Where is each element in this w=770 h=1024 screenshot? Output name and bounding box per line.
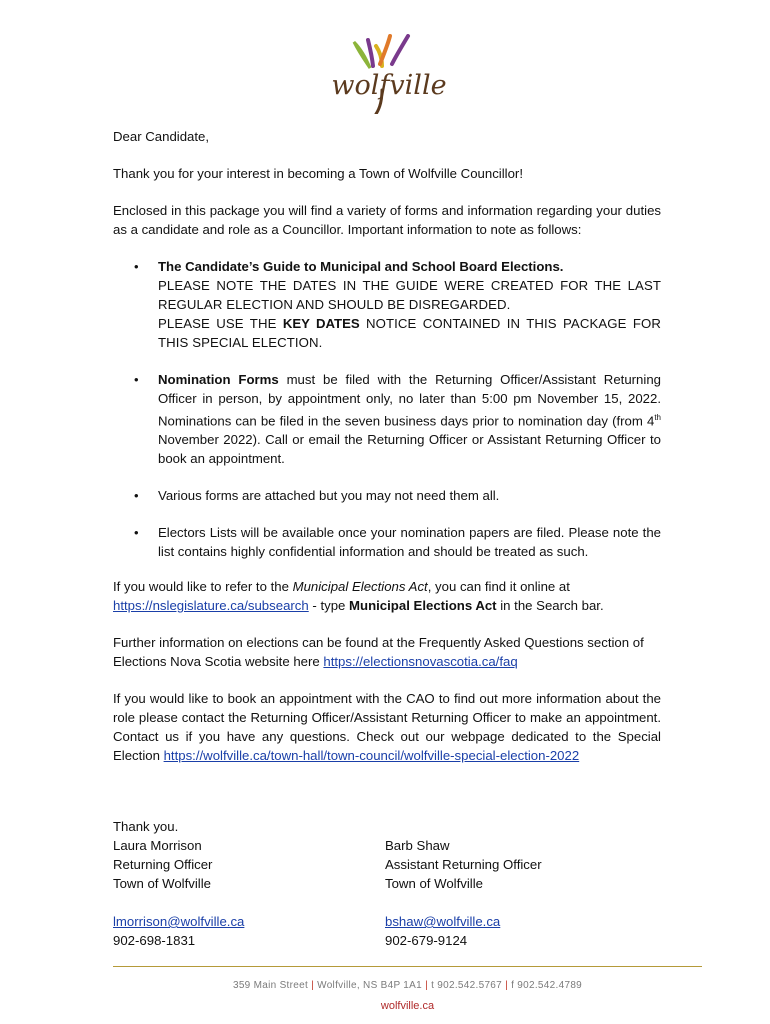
- signer-phone: 902-679-9124: [385, 933, 468, 948]
- footer-website: wolfville.ca: [380, 1000, 435, 1012]
- footer-city: Wolfville, NS B4P 1A1: [317, 980, 423, 991]
- act-type-text: - type: [308, 598, 350, 614]
- nomination-sup: th: [654, 413, 661, 422]
- footer-phone: t 902.542.5767: [431, 980, 503, 991]
- signature-left: [113, 817, 244, 950]
- thank-you: Thank you.: [113, 819, 179, 834]
- list-item-guide: [113, 257, 661, 352]
- footer-divider: [113, 966, 702, 967]
- list-item-nomination: [113, 370, 661, 468]
- further-info-text: Further information on elections can be found at the Frequently Asked Questions section of Elections Nova Scotia website here: [113, 635, 644, 670]
- wolfville-logo: [316, 34, 462, 114]
- signature-right: [385, 817, 542, 950]
- info-list: [113, 257, 661, 561]
- signer-title: Returning Officer: [113, 857, 213, 872]
- guide-note-pre: PLEASE USE THE: [158, 316, 283, 331]
- salutation: Dear Candidate,: [113, 129, 210, 144]
- nomination-text-1: must be filed with the Returning Officer/Assistant Returning Officer in person, by appointment only, no later than 5:00 pm November 15, 2022. Nominations can be filed in the seven business days prior to nomination day (from 4: [158, 372, 661, 429]
- act-text-mid: , you can find it online at: [427, 579, 570, 595]
- key-dates-bold: KEY DATES: [282, 316, 360, 331]
- wolfville-logo-graphic: [316, 34, 462, 114]
- guide-title: The Candidate’s Guide to Municipal and School Board Elections.: [158, 259, 564, 274]
- enclosed-paragraph: Enclosed in this package you will find a variety of forms and information regarding your duties as a candidate and role as a Councillor. Important information to note as follows:: [113, 203, 661, 237]
- signer-title: Assistant Returning Officer: [385, 857, 542, 872]
- signer-phone: 902-698-1831: [113, 933, 196, 948]
- list-item-forms: • Various forms are attached but you may not need them all.: [113, 486, 661, 505]
- signer-email-link[interactable]: bshaw@wolfville.ca: [385, 914, 501, 929]
- signer-org: Town of Wolfville: [113, 876, 211, 891]
- letter-body: [113, 127, 661, 765]
- nomination-text-2: November 2022). Call or email the Returning Officer or Assistant Returning Officer to book an appointment.: [158, 432, 661, 467]
- elections-faq-link[interactable]: https://electionsnovascotia.ca/faq: [323, 654, 518, 670]
- nslegislature-link[interactable]: https://nslegislature.ca/subsearch: [113, 598, 309, 614]
- act-bold: Municipal Elections Act: [349, 598, 497, 614]
- further-info-paragraph: [113, 633, 661, 671]
- footer-street: 359 Main Street: [232, 980, 309, 991]
- signer-name: Laura Morrison: [113, 838, 202, 853]
- act-text-pre: If you would like to refer to the: [113, 579, 293, 595]
- signer-org: Town of Wolfville: [385, 876, 483, 891]
- book-appointment-text: If you would like to book an appointment with the CAO to find out more information about the role please contact the Returning Officer/Assistant Returning Officer to make an appointment. Contact us if you have any questions. Check out our webpage dedicated to the Special Election: [113, 691, 661, 764]
- footer-address: 359 Main Street | Wolfville, NS B4P 1A1 | t 902.542.5767 | f 902.542.4789: [232, 980, 583, 991]
- signer-name: Barb Shaw: [385, 838, 450, 853]
- signer-email-link[interactable]: lmorrison@wolfville.ca: [113, 914, 245, 929]
- intro-paragraph: Thank you for your interest in becoming a Town of Wolfville Councillor!: [113, 166, 523, 181]
- act-italic: Municipal Elections Act: [292, 579, 428, 595]
- footer-fax: f 902.542.4789: [511, 980, 583, 991]
- guide-note-disregard: PLEASE NOTE THE DATES IN THE GUIDE WERE CREATED FOR THE LAST REGULAR ELECTION AND SHOULD BE DISREGARDED.: [158, 278, 661, 312]
- guide-note-post: NOTICE CONTAINED IN THIS PACKAGE FOR THIS SPECIAL ELECTION.: [158, 316, 661, 350]
- special-election-link[interactable]: https://wolfville.ca/town-hall/town-council/wolfville-special-election-2022: [163, 748, 580, 764]
- list-item-electors: • Electors Lists will be available once your nomination papers are filed. Please note the list contains highly confidential information and should be treated as such.: [113, 523, 661, 561]
- act-text-post: in the Search bar.: [496, 598, 604, 614]
- logo-wordmark: wolfville: [331, 70, 447, 101]
- nomination-forms-bold: Nomination Forms: [158, 372, 279, 387]
- act-paragraph: [113, 577, 661, 615]
- book-appointment-paragraph: [113, 689, 661, 765]
